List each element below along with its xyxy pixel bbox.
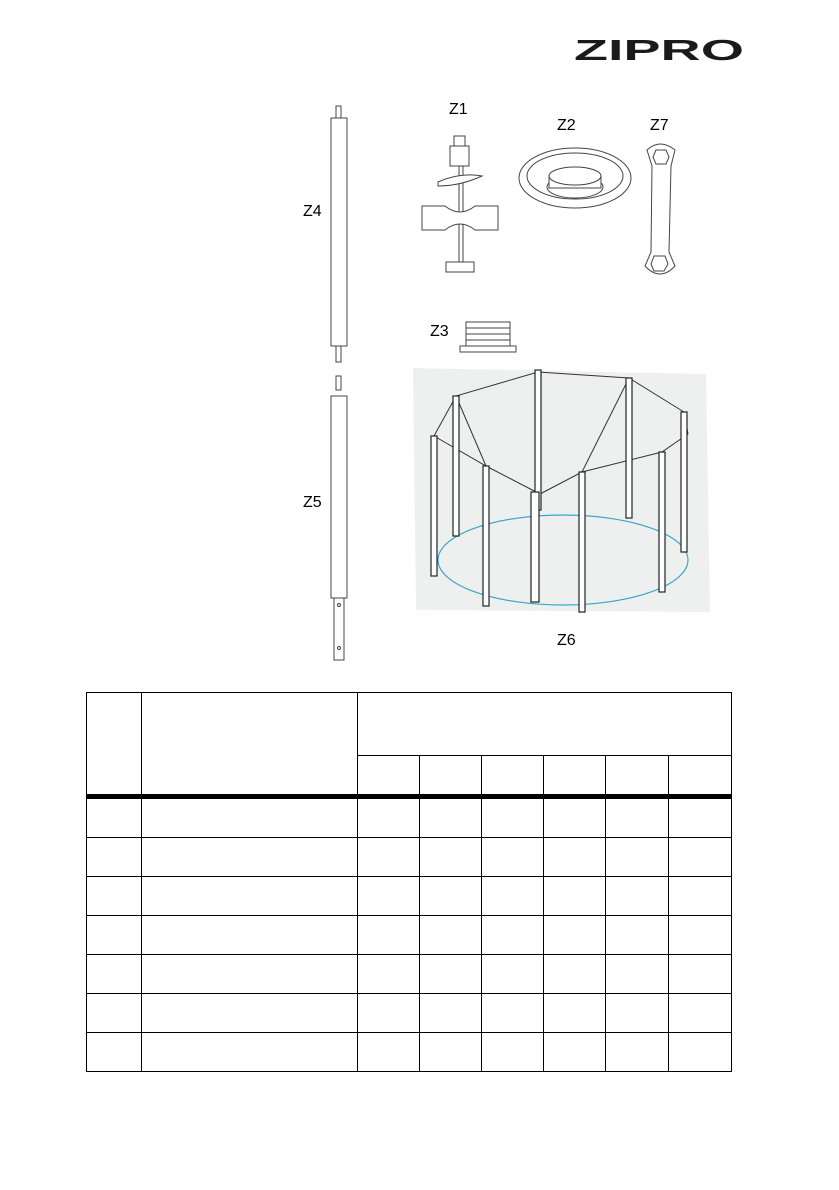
header-description-cell	[142, 693, 358, 797]
subheader-cell	[482, 756, 544, 797]
table-cell	[358, 1033, 420, 1072]
table-cell	[87, 838, 142, 877]
table-row	[87, 955, 732, 994]
table-cell	[420, 838, 482, 877]
subheader-cell	[358, 756, 420, 797]
table-cell	[606, 797, 669, 838]
table-header-row	[87, 693, 732, 756]
table-cell	[358, 797, 420, 838]
label-z4: Z4	[303, 203, 322, 220]
table-cell	[142, 916, 358, 955]
table-cell	[669, 916, 732, 955]
table-cell	[482, 916, 544, 955]
table-cell	[142, 1033, 358, 1072]
table-cell	[358, 994, 420, 1033]
label-z2: Z2	[557, 117, 576, 134]
table-cell	[669, 877, 732, 916]
table-cell	[87, 916, 142, 955]
cap-z2-drawing	[519, 148, 631, 208]
table-cell	[482, 1033, 544, 1072]
parts-table	[86, 692, 732, 1072]
table-cell	[142, 797, 358, 838]
table-cell	[544, 916, 606, 955]
table-cell	[544, 1033, 606, 1072]
table-cell	[87, 994, 142, 1033]
table-cell	[544, 877, 606, 916]
table-cell	[87, 877, 142, 916]
table-body	[87, 797, 732, 1072]
table-cell	[482, 838, 544, 877]
table-row	[87, 994, 732, 1033]
label-z6: Z6	[557, 632, 576, 649]
table-cell	[606, 838, 669, 877]
table-cell	[420, 994, 482, 1033]
subheader-cell	[606, 756, 669, 797]
table-cell	[420, 916, 482, 955]
table-cell	[358, 916, 420, 955]
table-cell	[606, 994, 669, 1033]
pole-z5-drawing	[331, 376, 347, 660]
table-cell	[482, 994, 544, 1033]
table-cell	[358, 955, 420, 994]
table-cell	[142, 994, 358, 1033]
table-cell	[87, 1033, 142, 1072]
table-cell	[482, 877, 544, 916]
table-cell	[606, 916, 669, 955]
label-z1: Z1	[449, 101, 468, 118]
table-cell	[482, 955, 544, 994]
bolt-clamp-z1-drawing	[422, 136, 498, 272]
table-cell	[606, 877, 669, 916]
subheader-cell	[420, 756, 482, 797]
table-cell	[606, 1033, 669, 1072]
label-z7: Z7	[650, 117, 669, 134]
subheader-cell	[669, 756, 732, 797]
table-cell	[142, 838, 358, 877]
table-cell	[142, 955, 358, 994]
table-cell	[420, 955, 482, 994]
wrench-z7-drawing	[645, 144, 675, 274]
table-row	[87, 1033, 732, 1072]
sleeve-z3-drawing	[460, 322, 516, 352]
table-row	[87, 797, 732, 838]
pole-z4-drawing	[331, 106, 347, 362]
table-cell	[606, 955, 669, 994]
table-cell	[358, 838, 420, 877]
table-cell	[669, 1033, 732, 1072]
table-cell	[544, 797, 606, 838]
table-row	[87, 838, 732, 877]
label-z3: Z3	[430, 323, 449, 340]
table-cell	[420, 1033, 482, 1072]
table-row	[87, 916, 732, 955]
table-cell	[669, 955, 732, 994]
table-row	[87, 877, 732, 916]
table-cell	[669, 994, 732, 1033]
table-cell	[87, 955, 142, 994]
table-cell	[669, 838, 732, 877]
table-cell	[544, 994, 606, 1033]
table-cell	[420, 797, 482, 838]
header-group-cell	[358, 693, 732, 756]
table-cell	[544, 838, 606, 877]
table-cell	[544, 955, 606, 994]
header-number-cell	[87, 693, 142, 797]
subheader-cell	[544, 756, 606, 797]
table-cell	[87, 797, 142, 838]
table-cell	[420, 877, 482, 916]
label-z5: Z5	[303, 494, 322, 511]
table-cell	[482, 797, 544, 838]
svg-text:ZIPRO: ZIPRO	[574, 38, 744, 62]
table-cell	[142, 877, 358, 916]
net-enclosure-z6-drawing	[413, 368, 710, 612]
table-cell	[358, 877, 420, 916]
table-cell	[669, 797, 732, 838]
